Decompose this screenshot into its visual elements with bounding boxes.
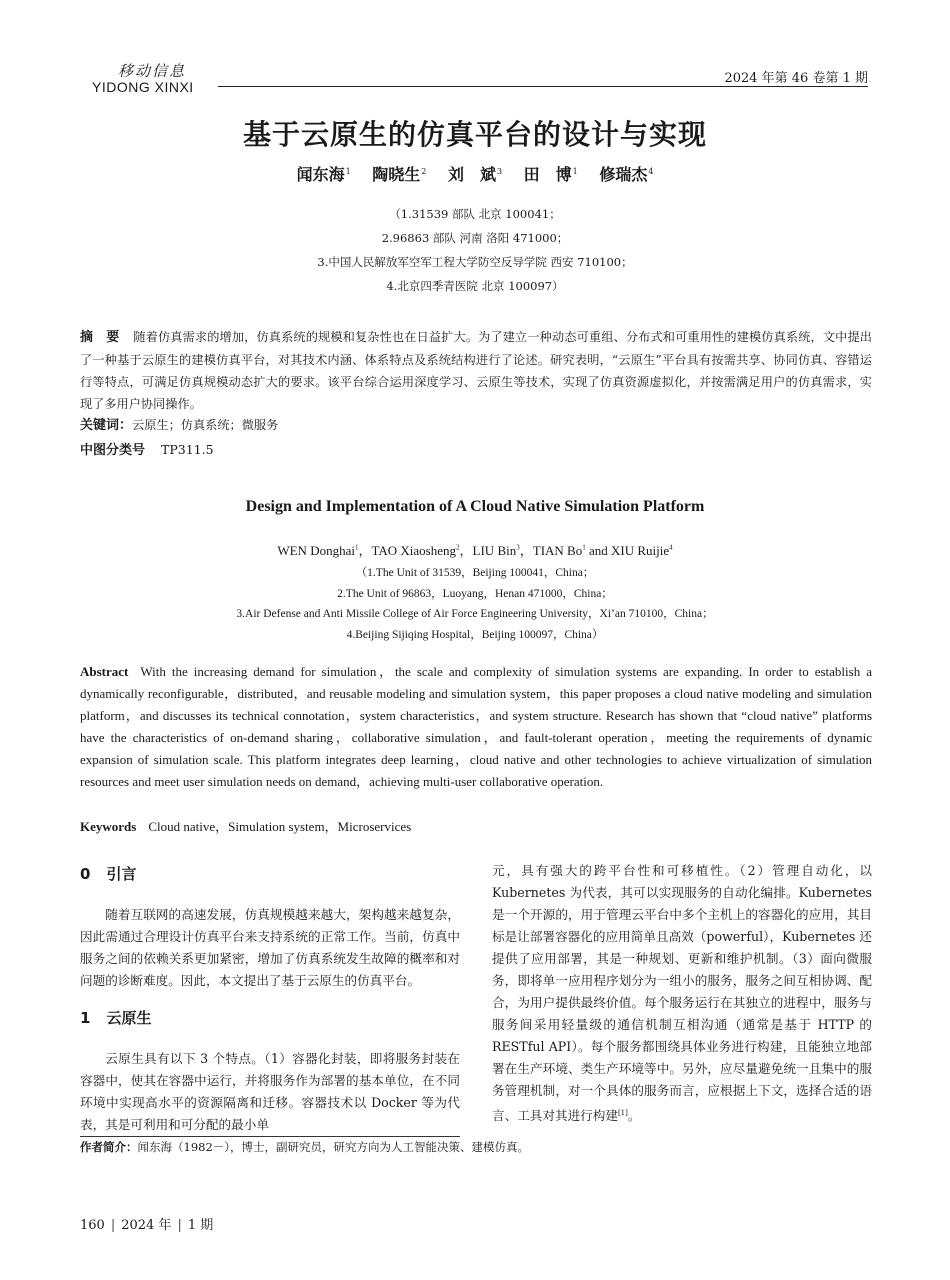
author-en (611, 543, 673, 558)
abstract-cn (80, 326, 872, 415)
author-cn (524, 165, 578, 184)
citation-ref[interactable]: [1] (617, 1109, 628, 1117)
abstract-en (80, 661, 872, 793)
classification-label: 中图分类号 (80, 443, 146, 458)
author-name: 闻东海 (296, 165, 345, 184)
footnote-rule (80, 1136, 460, 1137)
keywords-cn-label: 关键词： (80, 418, 133, 433)
affiliation-line: 2.96863 部队 河南 洛阳 471000； (381, 231, 569, 245)
page-number: 160 (80, 1218, 105, 1233)
paragraph-text: 元，具有强大的跨平台性和可移植性。（2）管理自动化，以 Kubernetes 为代表，其可以实现服务的自动化编排。Kubernetes 是一个开源的，用于管理云平台中多个主机上的容器化的应用，其目标是让部署容器化的应用简单且高效（powerful），Kubernetes 还提供了应用部署，其是一种规划、更新和维护机制。（3）面向微服务，即将单一应用程序划分为一组小的服务，服务之间互相协调、配合，为用户提供最终价值。每个服务运行在其独立的进程中，服务与服务间采用轻量级的通信机制互相沟通（通常是基于 HTTP 的 RESTful API）。每个服务都围绕具体业务进行构建，且能独立地部署在生产环境、类生产环境等中。另外，应尽量避免统一且集中的服务管理机制，对一个具体的服务而言，应根据上下文，选择合适的语言、工具对其进行构建 (492, 863, 872, 1124)
abstract-cn-text: 随着仿真需求的增加，仿真系统的规模和复杂性也在日益扩大。为了建立一种动态可重组、分布式和可重用性的建模仿真系统，文中提出了一种基于云原生的建模仿真平台，对其技术内涵、体系特点及系统结构进行了论述。研究表明，“云原生”平台具有按需共享、协同仿真、容错运行等特点，可满足仿真规模动态扩大的要求。该平台综合运用深度学习、云原生等技术，实现了仿真资源虚拟化，并按需满足用户的仿真需求，实现了多用户协同操作。 (80, 330, 872, 411)
footnote-text: 闻东海（1982－），博士，副研究员，研究方向为人工智能决策、建模仿真。 (137, 1140, 530, 1154)
keywords-cn (80, 414, 278, 433)
author-name: 陶晓生 (372, 165, 421, 184)
affiliations-cn (0, 202, 950, 298)
author-affil-mark: 1 (354, 543, 359, 552)
author-affil-mark: 1 (345, 166, 351, 176)
author-cn (297, 165, 351, 184)
section-heading-cloud-native (80, 1004, 460, 1032)
author-cn (372, 165, 426, 184)
classification-value: TP311.5 (161, 442, 214, 457)
keywords-en-text: Cloud native，Simulation system，Microservices (148, 819, 412, 834)
footer-separator: | (177, 1218, 182, 1233)
abstract-cn-label: 摘 要 (80, 330, 120, 345)
section-number: 1 (80, 1009, 91, 1027)
author-list-cn (0, 162, 950, 185)
author-cn (599, 165, 653, 184)
footer-separator: | (110, 1218, 116, 1233)
affiliation-line: 3.Air Defense and Anti Missile College of Air Force Engineering University，Xi’an 710100，China； (236, 608, 714, 620)
abstract-en-text: With the increasing demand for simulation，the scale and complexity of simulation systems are expanding. In order to establish a dynamically reconfigurable，distributed，and reusable modeling and simulation system，this paper proposes a cloud native modeling and simulation platform，and discusses its technical connotation，system characteristics，and system structure. Research has shown that “cloud native” platforms have the characteristics of on-demand sharing，collaborative simulation，and fault-tolerant operation，meeting the requirements of dynamic expansion of simulation scale. This platform integrates deep learning，cloud native and other technologies to achieve virtualization of simulation resources and meet user simulation needs on demand，achieving multi-user collaborative operation. (80, 664, 872, 789)
affiliation-line: 4.Beijing Sijiqing Hospital，Beijing 100097，China） (346, 628, 604, 641)
section-title: 云原生 (106, 1009, 152, 1027)
author-en (371, 543, 472, 558)
author-affil-mark: 2 (421, 166, 427, 176)
author-name: TIAN Bo (532, 543, 583, 558)
author-list-en (0, 540, 950, 559)
paper-title-en: Design and Implementation of A Cloud Native Simulation Platform (245, 498, 705, 515)
intro-paragraph: 随着互联网的高速发展，仿真规模越来越大，架构越来越复杂，因此需通过合理设计仿真平台来支持系统的正常工作。当前，仿真中服务之间的依赖关系更加紧密，增加了仿真系统发生故障的概率和对问题的诊断难度。因此，本文提出了基于云原生的仿真平台。 (80, 907, 460, 988)
author-name: 修瑞杰 (599, 165, 648, 184)
author-separator: ， (519, 543, 533, 558)
footer-year: 2024 年 (121, 1218, 172, 1233)
author-separator: ， (358, 543, 372, 558)
author-name: LIU Bin (472, 543, 517, 558)
author-en (277, 543, 371, 558)
paper-title-cn: 基于云原生的仿真平台的设计与实现 (242, 118, 707, 151)
author-separator: and (585, 543, 611, 558)
author-affil-mark: 4 (648, 166, 654, 176)
footer-issue: 1 期 (187, 1218, 214, 1233)
keywords-en-label: Keywords (80, 819, 137, 834)
affiliation-line: 3.中国人民解放军空军工程大学防空反导学院 西安 710100； (317, 255, 633, 269)
cloud-native-paragraph-continued (492, 860, 872, 1127)
footnote-label: 作者简介： (80, 1140, 138, 1154)
paragraph-end: 。 (627, 1108, 641, 1124)
page-footer (80, 1214, 213, 1233)
author-name: 刘 斌 (447, 165, 496, 184)
author-bio-footnote (80, 1139, 529, 1155)
body-column-right (492, 860, 872, 1127)
author-affil-mark: 4 (669, 543, 673, 552)
journal-name-cn: 移动信息 (118, 62, 187, 80)
section-heading-intro (80, 860, 460, 888)
author-separator: ， (459, 543, 473, 558)
keywords-cn-text: 云原生；仿真系统；微服务 (132, 418, 279, 432)
author-cn (448, 165, 502, 184)
author-affil-mark: 1 (582, 543, 586, 552)
affiliation-line: 2.The Unit of 96863，Luoyang，Henan 471000，China； (337, 587, 613, 600)
issue-info: 2024 年第 46 卷第 1 期 (724, 71, 868, 86)
author-affil-mark: 2 (456, 543, 460, 552)
affiliation-line: 4.北京四季青医院 北京 100097） (386, 279, 564, 293)
classification-number (80, 439, 214, 458)
author-affil-mark: 1 (572, 166, 578, 176)
affiliation-line: （1.31539 部队 北京 100041； (389, 207, 561, 221)
keywords-en (80, 816, 411, 835)
body-column-left (80, 860, 460, 1136)
section-number: 0 (80, 865, 91, 883)
author-en (533, 543, 611, 558)
journal-name-en: YIDONG XINXI (92, 79, 194, 95)
author-affil-mark: 3 (516, 543, 520, 552)
author-name: XIU Ruijie (611, 543, 670, 558)
affiliations-en (0, 563, 950, 645)
author-name: TAO Xiaosheng (371, 543, 457, 558)
header-rule (218, 86, 868, 87)
affiliation-line: （1.The Unit of 31539，Beijing 100041，China； (355, 567, 595, 579)
author-name: WEN Donghai (277, 543, 355, 558)
cloud-native-paragraph: 云原生具有以下 3 个特点。（1）容器化封装，即将服务封装在容器中，使其在容器中运行，并将服务作为部署的基本单位，在不同环境中实现高水平的资源隔离和迁移。容器技术以 Docker 等为代表，其是可利用和可分配的最小单 (80, 1051, 460, 1132)
author-name: 田 博 (523, 165, 572, 184)
author-en (473, 543, 533, 558)
author-affil-mark: 3 (496, 166, 503, 176)
abstract-en-label: Abstract (80, 664, 129, 679)
section-title: 引言 (106, 865, 137, 883)
